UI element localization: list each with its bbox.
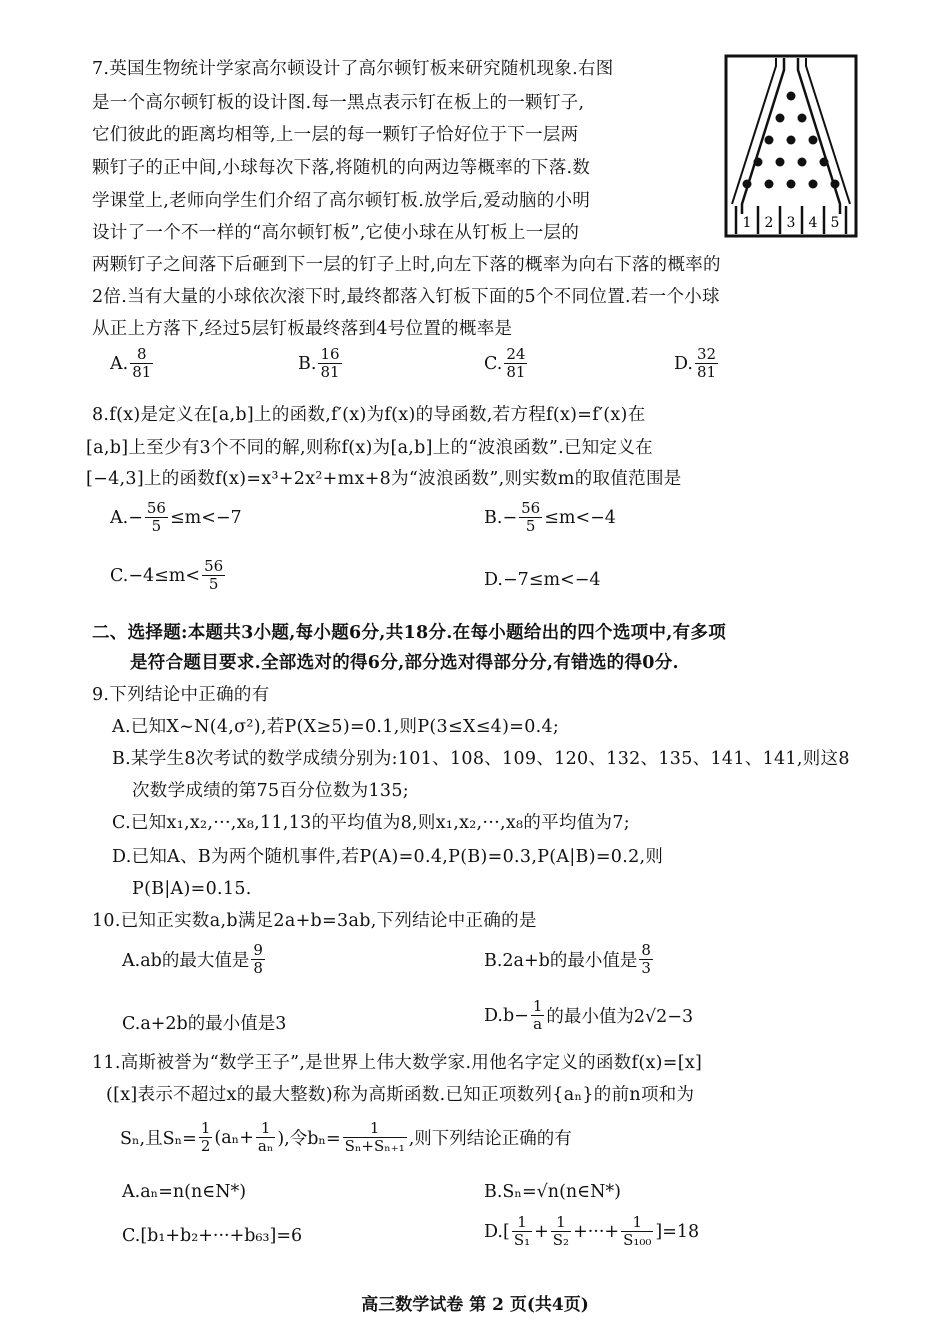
fraction: $\frac{1}{2}$ bbox=[200, 1119, 211, 1155]
q10-option-a: A.ab的最大值是 $\frac{9}{8}$ bbox=[122, 941, 263, 977]
q9-line-b1: B.某学生8次考试的数学成绩分别为:101、108、109、120、132、135、141、141,则这8 bbox=[112, 749, 850, 769]
q7-line-4: 颗钉子的正中间,小球每次下落,将随机的向两边等概率的下落.数 bbox=[92, 158, 591, 178]
peg bbox=[776, 114, 785, 123]
fraction: $\frac{1}{\text{S₁}}$ bbox=[513, 1213, 531, 1249]
q10-option-b: B.2a+b的最小值是 $\frac{8}{3}$ bbox=[484, 941, 651, 977]
q7-option-d: D. $\frac{32}{81}$ bbox=[674, 345, 717, 381]
galton-board-figure bbox=[724, 54, 858, 238]
fraction: $\frac{1}{a}$ bbox=[532, 997, 543, 1033]
fraction: $\frac{1}{\text{S₁₀₀}}$ bbox=[623, 1213, 652, 1249]
fraction: $\frac{1}{\text{Sₙ+Sₙ₊₁}}$ bbox=[344, 1119, 405, 1155]
q11-option-c: C.[b₁+b₂+···+b₆₃]=6 bbox=[122, 1226, 303, 1246]
q8-option-a: A. − $\frac{56}{5}$ ≤m<−7 bbox=[110, 499, 242, 535]
page-footer: 高三数学试卷 第 2 页(共4页) bbox=[361, 1295, 589, 1315]
q7-line-3: 它们彼此的距离均相等,上一层的每一颗钉子恰好位于下一层两 bbox=[92, 125, 579, 145]
peg bbox=[831, 180, 840, 189]
peg bbox=[809, 136, 818, 145]
q9-line-d2: P(B|A)=0.15. bbox=[132, 879, 252, 899]
q7-line-7: 两颗钉子之间落下后砸到下一层的钉子上时,向左下落的概率为向右下落的概率的 bbox=[92, 255, 721, 275]
peg bbox=[743, 180, 752, 189]
fraction: $\frac{8}{81}$ bbox=[132, 345, 152, 381]
fraction: $\frac{1}{\text{aₙ}}$ bbox=[257, 1119, 274, 1155]
q9-line-a: A.已知X~N(4,σ²),若P(X≥5)=0.1,则P(3≤X≤4)=0.4; bbox=[112, 717, 560, 737]
slot-label-5: 5 bbox=[830, 215, 840, 231]
peg bbox=[820, 158, 829, 167]
peg bbox=[776, 158, 785, 167]
q10-option-c: C.a+2b的最小值是3 bbox=[122, 1014, 287, 1034]
peg bbox=[798, 114, 807, 123]
peg bbox=[809, 180, 818, 189]
slot-label-1: 1 bbox=[742, 215, 752, 231]
q11-line-3: Sₙ,且Sₙ= $\frac{1}{2}$ (aₙ+ $\frac{1}{\text{aₙ}}$ ),令bₙ= $\frac{1}{\text{Sₙ+Sₙ₊₁}}$ ,则下列结论正确的有 bbox=[120, 1119, 572, 1155]
q10-stem: 10.已知正实数a,b满足2a+b=3ab,下列结论中正确的是 bbox=[92, 911, 537, 931]
peg bbox=[798, 158, 807, 167]
slot-label-2: 2 bbox=[764, 215, 774, 231]
peg bbox=[787, 136, 796, 145]
fraction: $\frac{56}{5}$ bbox=[146, 499, 166, 535]
q9-line-d1: D.已知A、B为两个随机事件,若P(A)=0.4,P(B)=0.3,P(A|B)=0.2,则 bbox=[112, 847, 664, 867]
q11-option-b: B.Sₙ=√n(n∈N*) bbox=[484, 1182, 622, 1202]
q11-option-a: A.aₙ=n(n∈N*) bbox=[122, 1182, 247, 1202]
fraction: $\frac{9}{8}$ bbox=[253, 941, 263, 977]
q11-line-2: ([x]表示不超过x的最大整数)称为高斯函数.已知正项数列{aₙ}的前n项和为 bbox=[106, 1085, 695, 1105]
fraction: $\frac{8}{3}$ bbox=[641, 941, 651, 977]
peg bbox=[787, 92, 796, 101]
q9-line-b2: 次数学成绩的第75百分位数为135; bbox=[132, 781, 409, 801]
q11-line-1: 11.高斯被誉为“数学王子”,是世界上伟大数学家.用他名字定义的函数f(x)=[x] bbox=[92, 1053, 703, 1073]
peg bbox=[787, 180, 796, 189]
q8-option-b: B. − $\frac{56}{5}$ ≤m<−4 bbox=[484, 499, 616, 535]
q8-line-2: [a,b]上至少有3个不同的解,则称f(x)为[a,b]上的“波浪函数”.已知定义在 bbox=[86, 438, 653, 458]
q7-option-c: C. $\frac{24}{81}$ bbox=[484, 345, 526, 381]
peg bbox=[754, 158, 763, 167]
q9-line-c: C.已知x₁,x₂,···,x₈,11,13的平均值为8,则x₁,x₂,···,x₈的平均值为7; bbox=[112, 813, 630, 833]
section2-heading-line-2: 是符合题目要求.全部选对的得6分,部分选对得部分分,有错选的得0分. bbox=[130, 653, 679, 673]
q7-option-b: B. $\frac{16}{81}$ bbox=[298, 345, 340, 381]
q7-option-a: A. $\frac{8}{81}$ bbox=[110, 345, 152, 381]
fraction: $\frac{56}{5}$ bbox=[204, 557, 224, 593]
q10-option-d: D.b− $\frac{1}{a}$ 的最小值为2√2−3 bbox=[484, 997, 694, 1033]
q7-line-9: 从正上方落下,经过5层钉板最终落到4号位置的概率是 bbox=[92, 319, 513, 339]
fraction: $\frac{56}{5}$ bbox=[521, 499, 541, 535]
q7-line-1: 7.英国生物统计学家高尔顿设计了高尔顿钉板来研究随机现象.右图 bbox=[92, 59, 614, 79]
fraction: $\frac{1}{\text{S₂}}$ bbox=[552, 1213, 570, 1249]
section2-heading-line-1: 二、选择题:本题共3小题,每小题6分,共18分.在每小题给出的四个选项中,有多项 bbox=[92, 623, 727, 643]
q7-line-5: 学课堂上,老师向学生们介绍了高尔顿钉板.放学后,爱动脑的小明 bbox=[92, 191, 591, 211]
fraction: $\frac{24}{81}$ bbox=[506, 345, 526, 381]
q7-line-6: 设计了一个不一样的“高尔顿钉板”,它使小球在从钉板上一层的 bbox=[92, 223, 580, 243]
q7-line-2: 是一个高尔顿钉板的设计图.每一黑点表示钉在板上的一颗钉子, bbox=[92, 93, 585, 113]
q11-option-d: D.[ $\frac{1}{\text{S₁}}$ + $\frac{1}{\text{S₂}}$ +···+ $\frac{1}{\text{S₁₀₀}}$ ]=18 bbox=[484, 1213, 700, 1249]
slot-label-4: 4 bbox=[808, 215, 818, 231]
fraction: $\frac{16}{81}$ bbox=[320, 345, 340, 381]
q8-line-3: [−4,3]上的函数f(x)=x³+2x²+mx+8为“波浪函数”,则实数m的取值范围是 bbox=[86, 469, 682, 489]
slot-label-3: 3 bbox=[786, 215, 796, 231]
q7-line-8: 2倍.当有大量的小球依次滚下时,最终都落入钉板下面的5个不同位置.若一个小球 bbox=[92, 287, 720, 307]
fraction: $\frac{32}{81}$ bbox=[696, 345, 717, 381]
peg bbox=[765, 180, 774, 189]
q8-option-c: C. −4≤m< $\frac{56}{5}$ bbox=[110, 557, 224, 593]
q9-stem: 9.下列结论中正确的有 bbox=[92, 685, 270, 705]
q8-line-1: 8.f(x)是定义在[a,b]上的函数,f′(x)为f(x)的导函数,若方程f(x)=f′(x)在 bbox=[92, 405, 646, 425]
peg bbox=[765, 136, 774, 145]
q8-option-d: D. −7≤m<−4 bbox=[484, 570, 601, 590]
